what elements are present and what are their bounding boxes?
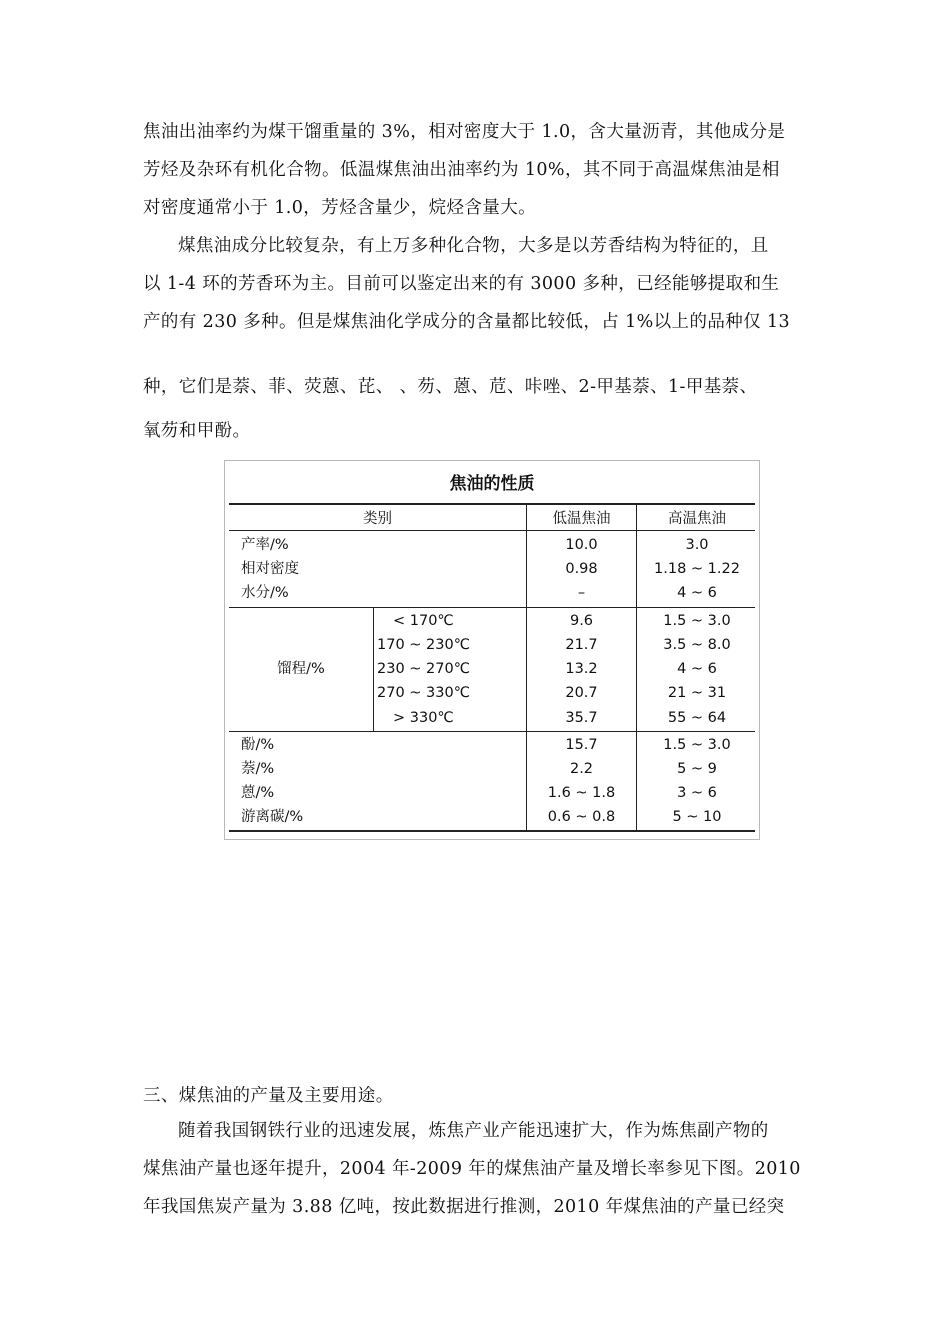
row-label: 游离碳/% <box>241 809 304 825</box>
row-label: 产率/% <box>241 537 289 553</box>
table-top-rule <box>229 503 755 505</box>
section-heading: 三、煤焦油的产量及主要用途。 <box>143 1086 394 1106</box>
cell-low: 10.0 <box>565 537 598 553</box>
paragraph-line: 以 1-4 环的芳香环为主。目前可以鉴定出来的有 3000 多种，已经能够提取和生 <box>143 274 780 294</box>
cell-low: 35.7 <box>565 710 598 726</box>
cell-high: 4 ~ 6 <box>677 585 717 601</box>
cell-low: 2.2 <box>569 761 594 777</box>
paragraph-line: 芳烃及杂环有机化合物。低温煤焦油出油率约为 10%，其不同于高温煤焦油是相 <box>143 160 780 180</box>
cell-low: – <box>577 585 586 601</box>
group-divider <box>229 731 755 732</box>
cell-high: 4 ~ 6 <box>677 661 717 677</box>
paragraph-line: 煤焦油产量也逐年提升，2004 年-2009 年的煤焦油产量及增长率参见下图。2010 <box>143 1159 801 1179</box>
cell-low: 21.7 <box>565 637 598 653</box>
cell-high: 3.0 <box>685 537 709 553</box>
row-label: 酚/% <box>241 737 275 753</box>
cell-high: 55 ~ 64 <box>667 710 727 726</box>
tar-properties-table <box>224 460 760 840</box>
cell-high: 5 ~ 9 <box>677 761 717 777</box>
cell-high: 21 ~ 31 <box>667 685 727 701</box>
paragraph-line: 氧芴和甲酚。 <box>143 421 251 441</box>
column-divider <box>373 607 374 731</box>
paragraph-line: 煤焦油成分比较复杂，有上万多种化合物，大多是以芳香结构为特征的，且 <box>178 236 769 256</box>
distill-range: 170 ~ 230℃ <box>377 637 471 653</box>
table-title: 焦油的性质 <box>449 474 535 494</box>
header-high-temp: 高温焦油 <box>668 511 726 527</box>
paragraph-line: 随着我国钢铁行业的迅速发展，炼焦产业产能迅速扩大，作为炼焦副产物的 <box>178 1121 769 1141</box>
cell-low: 0.98 <box>565 561 598 577</box>
paragraph-line: 对密度通常小于 1.0，芳烃含量少，烷烃含量大。 <box>143 198 536 218</box>
table-bottom-rule <box>229 830 755 832</box>
row-label: 相对密度 <box>241 561 299 577</box>
paragraph-line: 产的有 230 多种。但是煤焦油化学成分的含量都比较低，占 1%以上的品种仅 13 <box>143 312 791 332</box>
cell-high: 1.5 ~ 3.0 <box>663 613 731 629</box>
cell-low: 9.6 <box>569 613 594 629</box>
paragraph-line: 种，它们是萘、菲、荧蒽、芘、 、芴、蒽、苊、咔唑、2-甲基萘、1-甲基萘、 <box>143 377 758 397</box>
row-label: 蒽/% <box>241 785 275 801</box>
cell-high: 3.5 ~ 8.0 <box>663 637 731 653</box>
paragraph-line: 年我国焦炭产量为 3.88 亿吨，按此数据进行推测，2010 年煤焦油的产量已经突 <box>143 1197 785 1217</box>
distill-range: 270 ~ 330℃ <box>377 685 471 701</box>
cell-low: 13.2 <box>565 661 598 677</box>
row-label: 萘/% <box>241 761 275 777</box>
distill-range: > 330℃ <box>393 710 454 726</box>
header-rule <box>229 530 755 531</box>
paragraph-line: 焦油出油率约为煤干馏重量的 3%，相对密度大于 1.0，含大量沥青，其他成分是 <box>143 122 786 142</box>
row-label: 水分/% <box>241 585 289 601</box>
header-category: 类别 <box>363 511 392 527</box>
cell-high: 3 ~ 6 <box>677 785 717 801</box>
cell-low: 0.6 ~ 0.8 <box>547 809 616 825</box>
cell-low: 15.7 <box>565 737 598 753</box>
cell-high: 5 ~ 10 <box>672 809 722 825</box>
distill-label: 馏程/% <box>277 661 325 677</box>
cell-low: 1.6 ~ 1.8 <box>547 785 616 801</box>
cell-high: 1.18 ~ 1.22 <box>654 561 740 577</box>
header-low-temp: 低温焦油 <box>552 511 611 527</box>
cell-low: 20.7 <box>565 685 598 701</box>
distill-range: < 170℃ <box>393 613 454 629</box>
cell-high: 1.5 ~ 3.0 <box>663 737 731 753</box>
distill-range: 230 ~ 270℃ <box>377 661 471 677</box>
group-divider <box>229 607 755 608</box>
